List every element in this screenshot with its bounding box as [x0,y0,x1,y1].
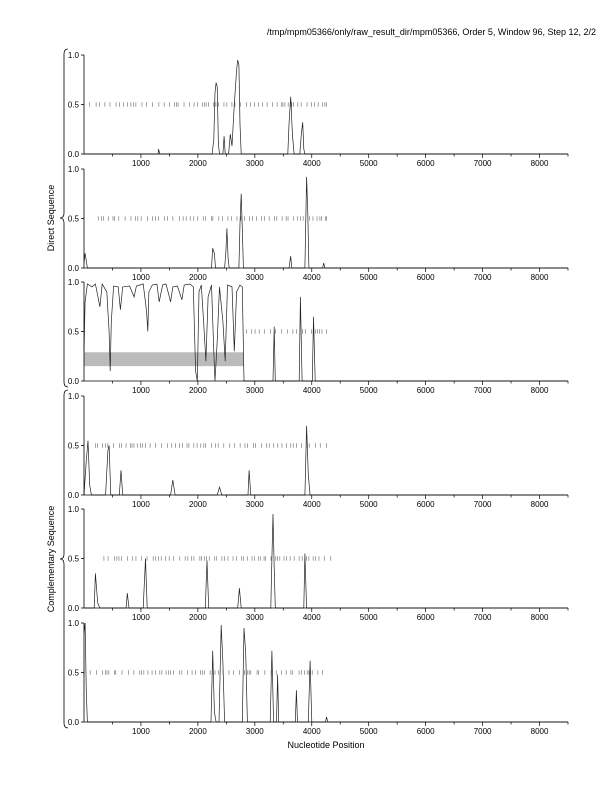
x-tick-label: 5000 [359,727,378,736]
x-tick-label: 5000 [359,613,378,622]
plot-panels [68,51,568,736]
y-tick-label: 0.5 [67,100,79,110]
x-tick-label: 1000 [132,386,150,395]
path-title: /tmp/mpm05366/only/raw_result_dir/mpm05366, Order 5, Window 96, Step 12, 2/2 [266,27,596,37]
x-tick-label: 5000 [359,273,378,282]
x-tick-label: 3000 [245,727,264,736]
x-tick-label: 2000 [188,159,207,168]
orf-marks [104,556,331,560]
x-tick-label: 6000 [416,500,435,509]
panel-4 [68,392,568,509]
group-brackets [46,49,68,728]
group-bracket [60,49,68,387]
panel-3 [68,278,568,395]
group-bracket [60,390,68,728]
y-tick-label: 0.5 [67,668,79,678]
x-tick-label: 7000 [473,500,492,509]
panel-6 [68,619,568,736]
series-line [84,514,568,608]
x-tick-label: 3000 [245,613,264,622]
x-tick-label: 1000 [132,613,150,622]
x-tick-label: 7000 [473,727,492,736]
x-tick-label: 4000 [302,386,321,395]
y-tick-label: 0.0 [67,718,79,727]
x-tick-label: 7000 [473,159,492,168]
x-tick-label: 2000 [188,727,207,736]
x-tick-label: 1000 [132,159,150,168]
x-tick-label: 4000 [302,613,321,622]
orf-marks [84,670,323,674]
panel-5 [68,505,568,622]
x-tick-label: 1000 [132,727,150,736]
x-tick-label: 4000 [302,159,321,168]
y-tick-label: 1.0 [67,278,79,287]
y-tick-label: 0.5 [67,554,79,564]
orf-marks [95,443,326,447]
x-tick-label: 3000 [245,273,264,282]
series-line [84,623,568,722]
shaded-region [84,352,243,366]
orf-marks [246,329,326,333]
x-tick-label: 7000 [473,273,492,282]
y-tick-label: 0.5 [67,214,79,224]
series-line [84,60,568,154]
x-tick-label: 4000 [302,727,321,736]
x-tick-label: 8000 [530,386,549,395]
x-tick-label: 1000 [132,273,150,282]
x-tick-label: 4000 [302,273,321,282]
x-tick-label: 6000 [416,386,435,395]
panel-2 [68,165,568,282]
x-tick-label: 3000 [245,159,264,168]
x-tick-label: 5000 [359,386,378,395]
y-tick-label: 1.0 [67,505,79,514]
y-tick-label: 0.0 [67,491,79,500]
series-line [84,426,568,495]
x-tick-label: 6000 [416,273,435,282]
x-tick-label: 6000 [416,613,435,622]
x-tick-label: 8000 [530,273,549,282]
x-tick-label: 3000 [245,386,264,395]
y-tick-label: 1.0 [67,165,79,174]
x-tick-label: 6000 [416,727,435,736]
series-line [84,284,568,381]
group-label: Complementary Sequence [46,505,56,613]
x-axis-label: Nucleotide Position [287,740,365,750]
x-tick-label: 7000 [473,613,492,622]
y-tick-label: 0.0 [67,150,79,159]
y-tick-label: 0.5 [67,327,79,337]
y-tick-label: 0.0 [67,264,79,273]
y-tick-label: 0.0 [67,377,79,386]
x-tick-label: 3000 [245,500,264,509]
group-label: Direct Sequence [46,184,56,252]
x-tick-label: 2000 [188,386,207,395]
orf-marks [98,216,326,220]
x-tick-label: 8000 [530,500,549,509]
x-tick-label: 8000 [530,727,549,736]
panel-1 [68,51,568,168]
x-tick-label: 2000 [188,273,207,282]
x-tick-label: 2000 [188,613,207,622]
x-tick-label: 8000 [530,159,549,168]
x-tick-label: 4000 [302,500,321,509]
y-tick-label: 0.0 [67,604,79,613]
x-tick-label: 8000 [530,613,549,622]
y-tick-label: 1.0 [67,392,79,401]
y-tick-label: 0.5 [67,441,79,451]
x-tick-label: 6000 [416,159,435,168]
x-tick-label: 2000 [188,500,207,509]
y-tick-label: 1.0 [67,51,79,60]
series-line [84,177,568,268]
x-tick-label: 7000 [473,386,492,395]
x-tick-label: 5000 [359,159,378,168]
x-tick-label: 5000 [359,500,378,509]
y-tick-label: 1.0 [67,619,79,628]
x-tick-label: 1000 [132,500,150,509]
